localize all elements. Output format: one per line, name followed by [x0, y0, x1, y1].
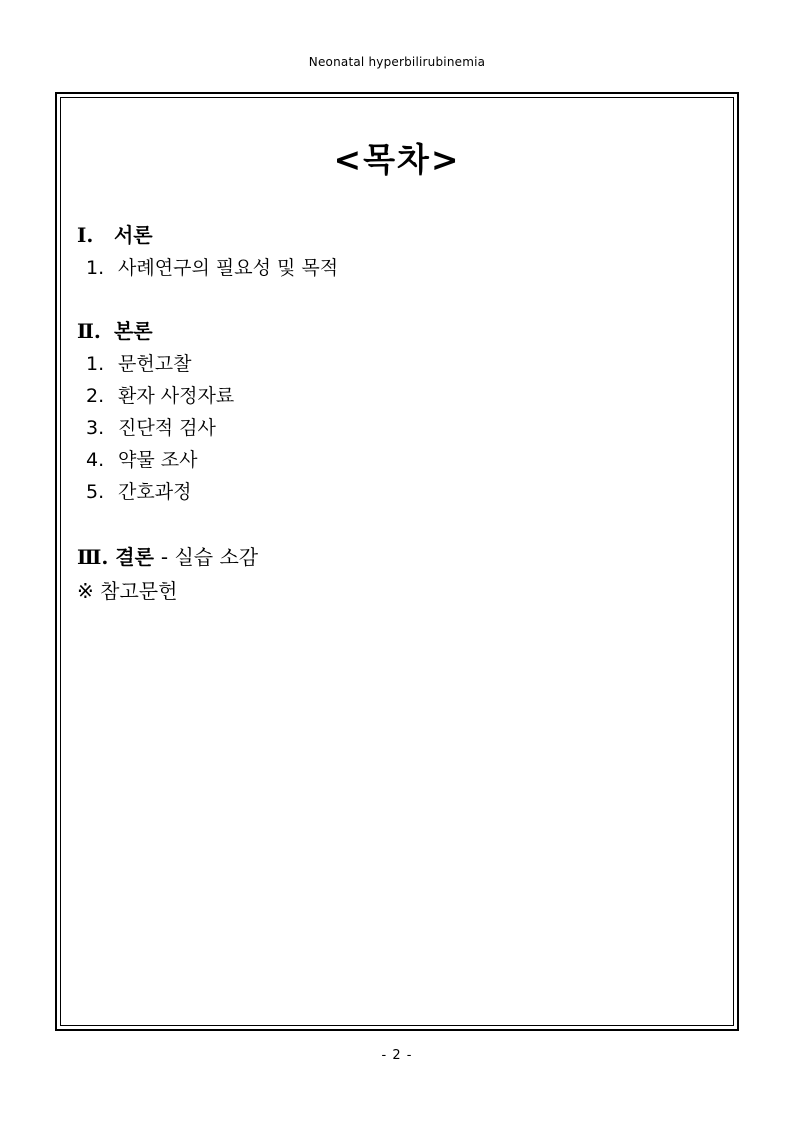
- toc-item[interactable]: [77, 412, 717, 444]
- section-heading-introduction[interactable]: [77, 218, 717, 252]
- section-title: 결론: [115, 545, 154, 569]
- section-numeral: Ⅲ.: [77, 545, 109, 569]
- toc-item[interactable]: [77, 252, 717, 284]
- toc-item-label: 진단적 검사: [118, 417, 216, 439]
- toc-item[interactable]: [77, 380, 717, 412]
- toc-item-label: 약물 조사: [118, 449, 198, 471]
- toc-item-number: 3.: [86, 417, 105, 439]
- toc-item-number: 1.: [86, 257, 105, 279]
- references-label: 참고문헌: [100, 579, 178, 603]
- page-number: - 2 -: [381, 1048, 413, 1063]
- toc-item-number: 4.: [86, 449, 105, 471]
- table-of-contents: [77, 218, 717, 608]
- toc-item[interactable]: [77, 348, 717, 380]
- references-entry[interactable]: [77, 574, 717, 608]
- toc-title: <목차>: [333, 140, 461, 179]
- toc-item-number: 1.: [86, 353, 105, 375]
- section-subtitle: - 실습 소감: [160, 545, 259, 569]
- section-title: 본론: [113, 319, 153, 343]
- section-title: 서론: [113, 223, 153, 247]
- section-numeral: Ⅰ.: [77, 223, 94, 247]
- toc-item-number: 5.: [86, 481, 105, 503]
- section-heading-conclusion[interactable]: [77, 540, 717, 574]
- section-heading-body[interactable]: [77, 314, 717, 348]
- section-numeral: Ⅱ.: [77, 319, 101, 343]
- toc-item-label: 환자 사정자료: [118, 385, 235, 407]
- toc-item[interactable]: [77, 476, 717, 508]
- toc-item-number: 2.: [86, 385, 105, 407]
- toc-frame: [55, 92, 739, 1031]
- toc-item-label: 간호과정: [118, 481, 192, 503]
- toc-item-label: 사례연구의 필요성 및 목적: [118, 257, 339, 279]
- toc-item-label: 문헌고찰: [118, 353, 192, 375]
- toc-item[interactable]: [77, 444, 717, 476]
- running-header: Neonatal hyperbilirubinemia: [308, 55, 486, 69]
- reference-mark-icon: ※: [77, 579, 94, 603]
